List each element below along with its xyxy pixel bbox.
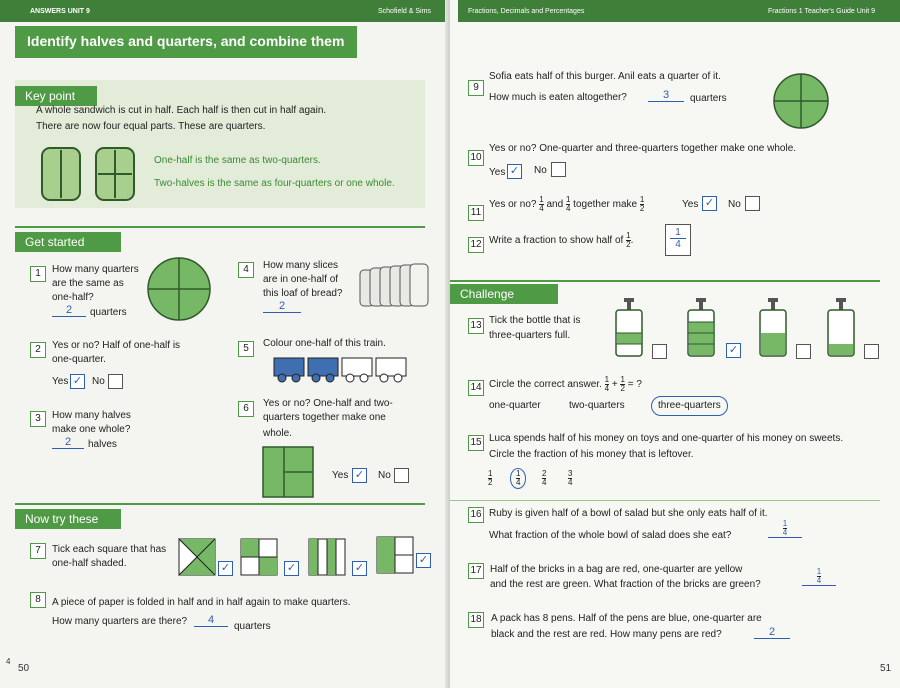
get-started-label: Get started [15,232,121,252]
question-number: 5 [238,341,254,357]
q3-answer[interactable]: 2 [52,436,84,449]
q11-yes-label: Yes [682,199,699,210]
q10-yes-label: Yes [489,167,506,178]
q6-text-3: whole. [263,428,292,439]
fraction-quarter: $\frac{1}{4}$ [539,195,544,213]
q17-answer[interactable]: $\frac{1}{4}$ [802,568,836,586]
q8-unit: quarters [234,621,271,632]
book-series-label: Fractions, Decimals and Percentages [468,8,585,15]
key-point-text-2: There are now four equal parts. These are quarters. [36,121,266,132]
q3-unit: halves [88,439,117,450]
q6-text-2: quarters together make one [263,412,386,423]
q2-no-label: No [92,376,105,387]
q12-answer-denominator: 4 [675,239,681,250]
q13-bottle2-checkbox[interactable]: ✓ [726,343,741,358]
q7-text-1: Tick each square that has [52,544,167,555]
q4-answer[interactable]: 2 [263,300,301,313]
bottle-icon [686,296,718,358]
bottle-icon [758,296,790,358]
fraction-half: $\frac{1}{2}$ [639,195,645,213]
q7-text-2: one-half shaded. [52,558,127,569]
q15-fraction-half[interactable]: $\frac{1}{2}$ [488,469,493,487]
q11-text-c: together make [573,199,638,211]
key-point-line-2: Two-halves is the same as four-quarters or one whole. [154,178,395,189]
q9-text-2: How much is eaten altogether? [489,92,627,103]
q9-unit: quarters [690,93,727,104]
question-number: 6 [238,401,254,417]
corner-mark: 4 [6,657,11,666]
page-number-left: 50 [18,663,30,674]
q14-text: Circle the correct answer. [489,379,602,391]
q11-text-a: Yes or no? [489,199,537,211]
q6-yes-label: Yes [332,470,349,481]
fraction-quarter: $\frac{1}{4}$ [565,195,571,213]
q6-text-1: Yes or no? One-half and two- [263,398,393,409]
q14-option-one-quarter[interactable]: one-quarter [489,400,541,411]
right-page [450,0,900,688]
q2-yes-checkbox[interactable]: ✓ [70,374,85,389]
q3-text-1: How many halves [52,410,131,421]
quarter-grid-square-icon [240,538,278,576]
question-number: 18 [468,612,484,628]
diagonal-square-icon [178,538,216,576]
question-number: 12 [468,237,484,253]
q6-no-checkbox[interactable] [394,468,409,483]
q16-text-1: Ruby is given half of a bowl of salad but she only eats half of it. [489,508,768,519]
q2-no-checkbox[interactable] [108,374,123,389]
q1-text-3: one-half? [52,292,94,303]
q10-text: Yes or no? One-quarter and three-quarters together make one whole. [489,143,797,154]
question-number: 16 [468,507,484,523]
question-number: 8 [30,592,46,608]
bottle-icon [614,296,646,358]
q4-text-2: are in one-half of [263,274,339,285]
striped-square-icon [308,538,346,576]
q15-fraction-three-quarters[interactable]: $\frac{3}{4}$ [568,469,573,487]
question-number: 10 [468,150,484,166]
q5-text: Colour one-half of this train. [263,338,386,349]
quartered-circle-icon [146,256,212,322]
fraction-half: $\frac{1}{2}$ [620,375,625,393]
page-number-right: 51 [880,663,892,674]
section-divider [450,500,880,501]
q1-answer[interactable]: 2 [52,304,86,317]
q14-eq-tail: = ? [627,379,642,391]
q15-text-2: Circle the fraction of his money that is leftover. [489,449,694,460]
q2-text-2: one-quarter. [52,354,106,365]
q15-fraction-two-quarters[interactable]: $\frac{2}{4}$ [542,469,547,487]
sandwich-icon [40,144,140,202]
question-number: 1 [30,266,46,282]
challenge-label: Challenge [450,284,558,304]
question-number: 9 [468,80,484,96]
key-point-label: Key point [15,86,97,106]
question-number: 15 [468,435,484,451]
q18-text-1: A pack has 8 pens. Half of the pens are blue, one-quarter are [491,613,762,624]
q10-no-label: No [534,165,547,176]
q12-answer-numerator: 1 [670,227,686,239]
question-number: 4 [238,262,254,278]
q3-text-2: make one whole? [52,424,131,435]
key-point-line-1: One-half is the same as two-quarters. [154,155,321,166]
q4-text-1: How many slices [263,260,339,271]
q9-answer[interactable]: 3 [648,89,684,102]
q13-bottle4-checkbox[interactable] [864,344,879,359]
q11-no-checkbox[interactable] [745,196,760,211]
q14-option-three-quarters[interactable]: three-quarters [651,396,728,416]
q14-option-two-quarters[interactable]: two-quarters [569,400,625,411]
q11-yes-checkbox[interactable]: ✓ [702,196,717,211]
q4-text-3: this loaf of bread? [263,288,343,299]
q13-bottle1-checkbox[interactable] [652,344,667,359]
q13-text-2: three-quarters full. [489,330,571,341]
page-title: Identify halves and quarters, and combine them [15,26,357,58]
publisher-label: Schofield & Sims [378,8,431,15]
q17-text-1: Half of the bricks in a bag are red, one-quarter are yellow [490,564,743,575]
q6-no-label: No [378,470,391,481]
question-number: 11 [468,205,484,221]
section-divider [15,503,425,505]
now-try-label: Now try these [15,509,121,529]
fraction-half: $\frac{1}{2}$ [626,231,631,249]
unit-label: ANSWERS UNIT 9 [30,8,90,15]
q10-no-checkbox[interactable] [551,162,566,177]
q1-text-1: How many quarters [52,264,139,275]
q7-square3-checkbox[interactable]: ✓ [352,561,367,576]
q14-question-line: Circle the correct answer. $\frac{1}{4}$ + $\frac{1}{2}$ = ? [489,375,642,393]
q12-text: Write a fraction to show half of [489,235,624,247]
section-divider [450,280,880,282]
q6-yes-checkbox[interactable]: ✓ [352,468,367,483]
q13-text-1: Tick the bottle that is [489,315,581,326]
question-number: 3 [30,411,46,427]
question-number: 7 [30,543,46,559]
q18-answer[interactable]: 2 [754,626,790,639]
question-number: 2 [30,342,46,358]
q8-text-2: How many quarters are there? [52,616,188,627]
q7-square2-checkbox[interactable]: ✓ [284,561,299,576]
q8-answer[interactable]: 4 [194,614,228,627]
question-number: 14 [468,380,484,396]
q18-text-2: black and the rest are red. How many pens are red? [491,629,722,640]
guide-unit-label: Fractions 1 Teacher's Guide Unit 9 [768,8,876,15]
q13-bottle3-checkbox[interactable] [796,344,811,359]
q7-square1-checkbox[interactable]: ✓ [218,561,233,576]
right-header [458,0,900,22]
q16-text-2: What fraction of the whole bowl of salad does she eat? [489,530,732,541]
q11-question-line [489,196,644,213]
q2-text-1: Yes or no? Half of one-half is [52,340,181,351]
q12-question-line: Write a fraction to show half of $\frac{1}{2}$ . [489,231,634,249]
half-shaded-square-icon [376,536,414,574]
shaded-square-icon [262,446,314,498]
burger-icon [772,72,830,130]
q11-no-label: No [728,199,741,210]
q11-text-b: and [546,199,564,211]
key-point-text-1: A whole sandwich is cut in half. Each half is then cut in half again. [36,105,327,116]
fraction-quarter: $\frac{1}{4}$ [604,375,610,393]
question-number: 17 [468,563,484,579]
q16-answer[interactable]: $\frac{1}{4}$ [768,520,802,538]
q17-text-2: and the rest are green. What fraction of the bricks are green? [490,579,761,590]
left-header [0,0,450,22]
q7-square4-checkbox[interactable]: ✓ [416,553,431,568]
q9-text-1: Sofia eats half of this burger. Anil eats a quarter of it. [489,71,721,82]
section-divider [15,226,425,228]
question-number: 13 [468,318,484,334]
q15-text-1: Luca spends half of his money on toys and one-quarter of his money on sweets. [489,433,844,444]
q8-text-1: A piece of paper is folded in half and in half again to make quarters. [52,597,351,608]
q2-yes-label: Yes [52,376,69,387]
q12-answer-box[interactable] [665,224,691,256]
train-icon [270,354,410,384]
q1-unit: quarters [90,307,127,318]
bread-loaf-icon [356,262,432,308]
q1-text-2: are the same as [52,278,124,289]
q10-yes-checkbox[interactable]: ✓ [507,164,522,179]
q15-fraction-one-quarter[interactable]: $\frac{1}{4}$ [510,468,526,489]
bottle-icon [826,296,858,358]
